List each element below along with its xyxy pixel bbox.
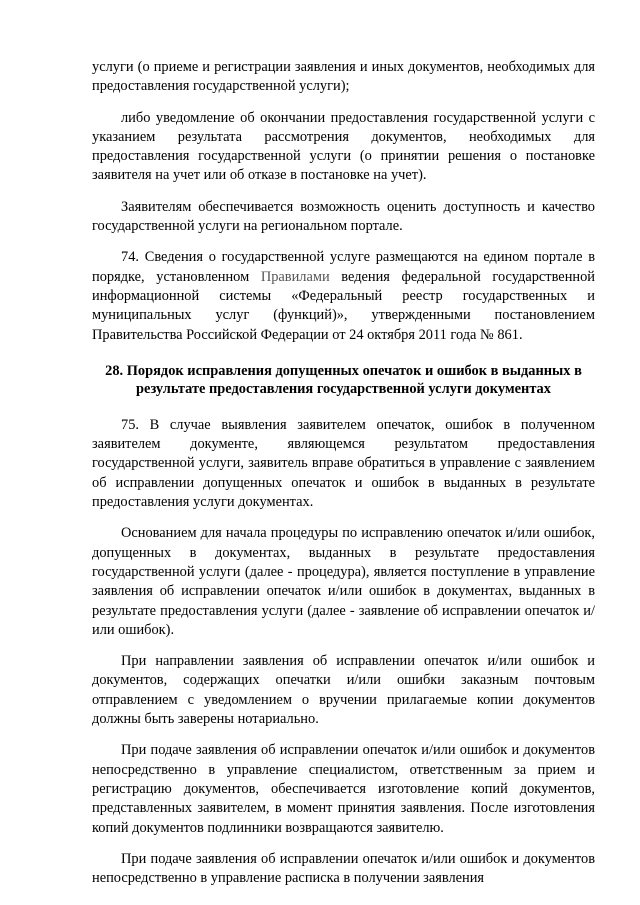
paragraph-74 [92,248,595,344]
document-page [92,58,595,888]
paragraph-procedure-basis: Основанием для начала процедуры по исправлению опечаток и/или ошибок, допущенных в документах, выданных в результате предоставления государственной услуги (далее - процедура), является поступление в управление заявления об исправлении опечаток и/или ошибок в документах, выданных в результате предоставления услуги (далее - заявление об исправлении опечаток и/или ошибок). [92,525,595,638]
paragraph-notification: либо уведомление об окончании предоставления государственной услуги с указанием результата рассмотрения документов, необходимых для предоставления государственной услуги (о принятии решения о постановке заявителя на учет или об отказе в постановке на учет). [92,109,595,184]
paragraph-74-text-end: ведения федеральной государственной информационной системы «Федеральный реестр государственных и муниципальных услуг (функций)», утвержденными постановлением Правительства Российской Федерации от 24 октября 2011 года № 861. [92,268,595,343]
paragraph-75: 75. В случае выявления заявителем опечаток, ошибок в полученном заявителем документе, являющемся результатом предоставления государственной услуги, заявитель вправе обратиться в управление с заявлением об исправлении допущенных опечаток и ошибок в выданных в результате предоставления услуги документах. [92,416,595,511]
paragraph-quality-assessment: Заявителям обеспечивается возможность оценить доступность и качество государственной услуги на региональном портале. [92,198,595,235]
section-heading-28: 28. Порядок исправления допущенных опечаток и ошибок в выданных в результате предоставления государственной услуги документах [105,362,582,398]
paragraph-74-text-start: 74. Сведения о государственной услуге размещаются на едином портале в порядке, установленном [92,249,595,285]
paragraph-direct-submission-receipt: При подаче заявления об исправлении опечаток и/или ошибок и документов непосредственно в управление расписка в получении заявления [92,850,595,887]
paragraph-postal-submission: При направлении заявления об исправлении опечаток и/или ошибок и документов, содержащих опечатки и/или ошибки заказным почтовым отправлением с уведомлением о вручении прилагаемые копии документов должны быть заверены нотариально. [92,653,595,728]
paragraph-direct-submission-copies: При подаче заявления об исправлении опечаток и/или ошибок и документов непосредственно в управление специалистом, ответственным за прием и регистрацию документов, обеспечивается изготовление копий документов, представленных заявителем, в момент принятия заявления. После изготовления копий документов подлинники возвращаются заявителю. [92,742,595,836]
paragraph-continuation: услуги (о приеме и регистрации заявления и иных документов, необходимых для предоставления государственной услуги); [92,59,595,95]
rules-link[interactable]: Правилами [260,268,330,285]
